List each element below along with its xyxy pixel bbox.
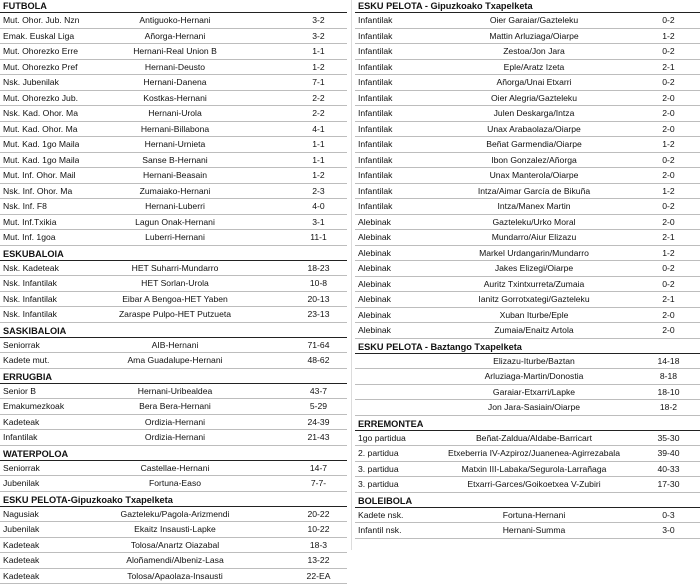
category-cell: 1go partidua [358, 432, 406, 443]
result-row [355, 369, 700, 385]
category-cell: Mut. Kad. Ohor. Ma [3, 123, 78, 134]
score-cell: 23-13 [307, 309, 330, 319]
result-row [355, 246, 700, 262]
section-title: ESKU PELOTA - Gipuzkoako Txapelketa [355, 0, 700, 13]
category-cell: Kadeteak [3, 416, 40, 427]
category-cell: Infantilak [358, 77, 393, 87]
match-cell: Matxin III-Labaka/Segurola-Larrañaga [461, 463, 607, 474]
score-cell: 2-2 [312, 108, 325, 118]
category-cell: Nsk. Inf. Ohor. Ma [3, 185, 73, 196]
match-cell: AIB-Hernani [151, 339, 199, 350]
result-row [0, 75, 347, 91]
score-cell: 2-3 [312, 185, 325, 196]
score-cell: 18-3 [309, 539, 328, 550]
score-cell: 3-2 [312, 15, 325, 25]
result-row [355, 261, 700, 277]
score-cell: 1-1 [312, 139, 325, 149]
section-title: ERREMONTEA [355, 418, 700, 431]
match-cell: Ianitz Gorrotxategi/Gazteleku [478, 294, 590, 304]
result-row [0, 569, 347, 585]
match-cell: Mundarro/Aiur Elizazu [491, 232, 577, 242]
match-cell: HET Sorlan-Urola [141, 278, 209, 288]
category-cell: Infantilak [358, 139, 393, 149]
result-row [355, 446, 700, 462]
score-cell: 10-8 [309, 278, 328, 288]
result-row [0, 430, 347, 446]
match-cell: Unax Manterola/Oiarpe [489, 170, 579, 180]
result-row [355, 60, 700, 76]
result-row [0, 353, 347, 369]
right-results-column [355, 0, 700, 541]
category-cell: Alebinak [358, 247, 391, 258]
match-cell: Markel Urdangarin/Mundarro [479, 247, 589, 258]
section-boleibola [355, 495, 700, 539]
match-cell: Intza/Manex Martin [497, 201, 571, 211]
category-cell: Kadete nsk. [358, 509, 404, 520]
category-cell: Nsk. Infantilak [3, 309, 57, 319]
section-waterpoloa [0, 448, 347, 492]
category-cell: Infantilak [358, 170, 393, 180]
score-cell: 24-39 [307, 416, 330, 427]
section-eskubaloia [0, 248, 347, 323]
score-cell: 4-1 [312, 123, 325, 134]
match-cell: Ordizia-Hernani [144, 432, 206, 442]
match-cell: Hernani-Urnieta [144, 139, 206, 149]
score-cell: 1-1 [312, 46, 325, 56]
score-cell: 2-0 [662, 216, 675, 227]
result-row [355, 184, 700, 200]
category-cell: Infantil nsk. [358, 525, 402, 535]
match-cell: Unax Arabaolaza/Oiarpe [487, 123, 581, 134]
score-cell: 20-22 [307, 508, 330, 519]
section-title: WATERPOLOA [0, 448, 347, 461]
section-saskibaloia [0, 325, 347, 369]
score-cell: 1-2 [662, 185, 675, 196]
score-cell: 5-29 [309, 401, 328, 411]
section-esku-pelota-gipuzkoako-txapelketa [0, 494, 347, 585]
match-cell: Arluziaga-Martin/Donostia [484, 371, 584, 381]
result-row [0, 199, 347, 215]
result-row [0, 215, 347, 231]
score-cell: 0-3 [662, 509, 675, 520]
category-cell: Mut. Ohorezko Pref [3, 61, 78, 72]
match-cell: Ekaitz Insausti-Lapke [134, 524, 216, 534]
match-cell: Jakes Elizegi/Oiarpe [494, 263, 574, 273]
result-row [0, 106, 347, 122]
section-esku-pelota-baztango-txapelketa [355, 341, 700, 416]
score-cell: 22-EA [306, 570, 331, 581]
match-cell: Hernani-Luberri [145, 201, 205, 211]
match-cell: HET Suharri-Mundarro [131, 262, 219, 273]
match-cell: Ama Guadalupe-Hernani [127, 355, 223, 365]
result-row [0, 168, 347, 184]
category-cell: Alebinak [358, 216, 391, 227]
score-cell: 0-2 [662, 263, 675, 273]
score-cell: 3-2 [312, 30, 325, 41]
category-cell: Mut. Ohorezko Jub. [3, 92, 78, 103]
result-row [355, 13, 700, 29]
category-cell: Nsk. Infantilak [3, 293, 57, 304]
result-row [0, 230, 347, 246]
result-row [355, 168, 700, 184]
match-cell: Gazteleku/Urko Moral [492, 216, 576, 227]
category-cell: Seniorrak [3, 462, 40, 473]
result-row [0, 415, 347, 431]
result-row [0, 307, 347, 323]
score-cell: 18-23 [307, 262, 330, 273]
category-cell: 2. partidua [358, 448, 399, 458]
score-cell: 17-30 [657, 479, 680, 489]
category-cell: Alebinak [358, 263, 391, 273]
category-cell: Infantilak [358, 15, 393, 25]
category-cell: Alebinak [358, 232, 391, 242]
score-cell: 3-0 [662, 525, 675, 535]
score-cell: 11-1 [310, 232, 327, 242]
result-row [0, 184, 347, 200]
score-cell: 0-2 [662, 154, 675, 165]
category-cell: Kadeteak [3, 539, 40, 550]
match-cell: Xuban Iturbe/Eple [499, 309, 569, 320]
score-cell: 2-0 [662, 309, 675, 320]
result-row [0, 60, 347, 76]
score-cell: 2-0 [662, 108, 675, 118]
category-cell: Infantilak [358, 108, 393, 118]
category-cell: Kadeteak [3, 555, 40, 565]
match-cell: Luberri-Hernani [145, 232, 205, 242]
result-row [0, 292, 347, 308]
result-row [0, 13, 347, 29]
score-cell: 0-2 [662, 77, 675, 87]
section-title: ERRUGBIA [0, 371, 347, 384]
match-cell: Gazteleku/Pagola-Arizmendi [120, 508, 230, 519]
match-cell: Hernani-Uribealdea [137, 385, 213, 396]
section-futbola [0, 0, 347, 246]
column-divider [351, 0, 352, 550]
section-esku-pelota-gipuzkoako-txapelketa [355, 0, 700, 339]
category-cell: 3. partidua [358, 463, 399, 474]
category-cell: Nsk. Kadeteak [3, 262, 59, 273]
score-cell: 35-30 [657, 432, 680, 443]
score-cell: 1-2 [312, 61, 325, 72]
match-cell: Etxeberria IV-Azpiroz/Juanenea-Agirrezabala [448, 448, 620, 458]
category-cell: Alebinak [358, 309, 391, 320]
score-cell: 7-7- [310, 478, 327, 488]
match-cell: Hernani-Danena [143, 77, 207, 87]
score-cell: 48-62 [307, 355, 330, 365]
category-cell: Infantilak [358, 154, 393, 165]
result-row [355, 106, 700, 122]
match-cell: Aloñamendi/Albeniz-Lasa [126, 555, 224, 565]
match-cell: Eibar A Bengoa-HET Yaben [122, 293, 228, 304]
match-cell: Auritz Txintxurreta/Zumaia [483, 278, 585, 289]
match-cell: Mattin Arluziaga/Oiarpe [489, 30, 579, 41]
section-title: BOLEIBOLA [355, 495, 700, 508]
match-cell: Beñat Garmendia/Oiarpe [486, 139, 582, 149]
score-cell: 13-22 [307, 555, 330, 565]
category-cell: Nsk. Inf. F8 [3, 201, 47, 211]
result-row [355, 400, 700, 416]
result-row [0, 507, 347, 523]
result-row [0, 276, 347, 292]
score-cell: 0-2 [662, 278, 675, 289]
score-cell: 18-10 [657, 386, 680, 397]
section-erremontea [355, 418, 700, 493]
match-cell: Eple/Aratz Izeta [503, 61, 565, 72]
result-row [0, 338, 347, 354]
score-cell: 1-2 [662, 30, 675, 41]
result-row [355, 462, 700, 478]
score-cell: 1-2 [312, 170, 325, 180]
category-cell: 3. partidua [358, 479, 399, 489]
result-row [0, 461, 347, 477]
result-row [355, 230, 700, 246]
category-cell: Jubenilak [3, 524, 40, 534]
match-cell: Añorga-Hernani [144, 30, 206, 41]
match-cell: Intza/Aimar García de Bikuña [477, 185, 591, 196]
match-cell: Antiguoko-Hernani [139, 15, 211, 25]
result-row [0, 399, 347, 415]
result-row [355, 91, 700, 107]
score-cell: 10-22 [307, 524, 330, 534]
score-cell: 0-2 [662, 201, 675, 211]
result-row [355, 75, 700, 91]
category-cell: Infantilak [358, 123, 393, 134]
result-row [0, 384, 347, 400]
result-row [355, 385, 700, 401]
category-cell: Infantilak [358, 46, 393, 56]
result-row [355, 153, 700, 169]
match-cell: Lagun Onak-Hernani [135, 216, 215, 227]
result-row [0, 476, 347, 492]
category-cell: Mut. Ohorezko Erre [3, 46, 78, 56]
category-cell: Mut. Kad. 1go Maila [3, 139, 79, 149]
result-row [0, 44, 347, 60]
score-cell: 1-1 [312, 154, 325, 165]
result-row [355, 477, 700, 493]
category-cell: Alebinak [358, 294, 391, 304]
category-cell: Nagusiak [3, 508, 39, 519]
match-cell: Garaiar-Etxarri/Lapke [492, 386, 576, 397]
score-cell: 20-13 [307, 293, 330, 304]
result-row [0, 122, 347, 138]
category-cell: Infantilak [358, 92, 393, 103]
score-cell: 18-2 [659, 402, 678, 412]
match-cell: Fortuna-Easo [148, 478, 202, 488]
result-row [355, 137, 700, 153]
result-row [0, 29, 347, 45]
score-cell: 1-2 [662, 247, 675, 258]
section-errugbia [0, 371, 347, 446]
result-row [355, 277, 700, 293]
match-cell: Añorga/Unai Etxarri [496, 77, 572, 87]
score-cell: 71-64 [307, 339, 330, 350]
result-row [355, 308, 700, 324]
result-row [355, 292, 700, 308]
score-cell: 0-2 [662, 46, 675, 56]
category-cell: Kadete mut. [3, 355, 50, 365]
category-cell: Nsk. Infantilak [3, 278, 57, 288]
score-cell: 14-18 [657, 355, 680, 366]
score-cell: 2-2 [312, 92, 325, 103]
category-cell: Senior B [3, 385, 36, 396]
category-cell: Jubenilak [3, 478, 40, 488]
section-title: ESKU PELOTA-Gipuzkoako Txapelketa [0, 494, 347, 507]
category-cell: Infantilak [358, 185, 393, 196]
result-row [355, 323, 700, 339]
category-cell: Alebinak [358, 325, 391, 335]
category-cell: Nsk. Kad. Ohor. Ma [3, 108, 78, 118]
category-cell: Seniorrak [3, 339, 40, 350]
category-cell: Mut. Inf. 1goa [3, 232, 56, 242]
score-cell: 39-40 [657, 448, 680, 458]
result-row [0, 153, 347, 169]
score-cell: 3-1 [312, 216, 325, 227]
category-cell: Mut. Ohor. Jub. Nzn [3, 15, 79, 25]
score-cell: 2-1 [662, 232, 675, 242]
score-cell: 2-1 [662, 294, 675, 304]
result-row [355, 44, 700, 60]
category-cell: Nsk. Jubenilak [3, 77, 59, 87]
score-cell: 2-0 [662, 123, 675, 134]
category-cell: Mut. Kad. 1go Maila [3, 154, 79, 165]
result-row [355, 122, 700, 138]
match-cell: Ibon Gonzalez/Añorga [491, 154, 577, 165]
match-cell: Hernani-Real Union B [133, 46, 217, 56]
category-cell: Emakumezkoak [3, 401, 65, 411]
score-cell: 40-33 [657, 463, 680, 474]
result-row [0, 522, 347, 538]
match-cell: Hernani-Billabona [140, 123, 210, 134]
result-row [355, 199, 700, 215]
category-cell: Kadeteak [3, 570, 40, 581]
category-cell: Mut. Inf. Ohor. Mail [3, 170, 76, 180]
category-cell: Infantilak [3, 432, 38, 442]
score-cell: 2-0 [662, 170, 675, 180]
match-cell: Zaraspe Pulpo-HET Putzueta [118, 309, 232, 319]
category-cell: Mut. Inf.Txikia [3, 216, 57, 227]
match-cell: Zestoa/Jon Jara [503, 46, 565, 56]
category-cell: Infantilak [358, 201, 393, 211]
score-cell: 2-1 [662, 61, 675, 72]
result-row [355, 215, 700, 231]
result-row [0, 91, 347, 107]
score-cell: 2-0 [662, 325, 675, 335]
match-cell: Hernani-Deusto [144, 61, 206, 72]
category-cell: Emak. Euskal Liga [3, 30, 75, 41]
result-row [355, 29, 700, 45]
match-cell: Julen Deskarga/Intza [493, 108, 575, 118]
match-cell: Ordizia-Hernani [144, 416, 206, 427]
match-cell: Fortuna-Hernani [502, 509, 566, 520]
match-cell: Beñat-Zaldua/Aldabe-Barricart [475, 432, 593, 443]
match-cell: Elizazu-Iturbe/Baztan [493, 355, 575, 366]
match-cell: Oier Garaiar/Gazteleku [489, 15, 579, 25]
match-cell: Castellae-Hernani [140, 462, 210, 473]
match-cell: Hernani-Beasain [142, 170, 207, 180]
section-title: FUTBOLA [0, 0, 347, 13]
match-cell: Oier Alegria/Gazteleku [491, 92, 577, 103]
match-cell: Tolosa/Anartz Oiazabal [130, 539, 220, 550]
result-row [0, 137, 347, 153]
match-cell: Kostkas-Hernani [143, 92, 207, 103]
category-cell: Alebinak [358, 278, 391, 289]
match-cell: Jon Jara-Sasiain/Oiarpe [487, 402, 581, 412]
result-row [355, 431, 700, 447]
result-row [355, 354, 700, 370]
result-row [355, 508, 700, 524]
match-cell: Hernani-Summa [502, 525, 566, 535]
section-title: ESKUBALOIA [0, 248, 347, 261]
score-cell: 2-0 [662, 92, 675, 103]
section-title: ESKU PELOTA - Baztango Txapelketa [355, 341, 700, 354]
match-cell: Zumaiako-Hernani [139, 185, 211, 196]
score-cell: 7-1 [312, 77, 325, 87]
left-results-column [0, 0, 347, 586]
match-cell: Hernani-Urola [148, 108, 202, 118]
match-cell: Etxarri-Garces/Goikoetxea V-Zubiri [467, 479, 601, 489]
result-row [0, 553, 347, 569]
match-cell: Bera Bera-Hernani [139, 401, 211, 411]
score-cell: 1-2 [662, 139, 675, 149]
category-cell: Infantilak [358, 61, 393, 72]
score-cell: 8-18 [659, 371, 678, 381]
result-row [355, 523, 700, 539]
score-cell: 43-7 [309, 385, 328, 396]
result-row [0, 261, 347, 277]
match-cell: Zumaia/Enaitz Artola [494, 325, 574, 335]
score-cell: 4-0 [312, 201, 325, 211]
score-cell: 21-43 [307, 432, 330, 442]
section-title: SASKIBALOIA [0, 325, 347, 338]
score-cell: 14-7 [309, 462, 328, 473]
match-cell: Tolosa/Apaolaza-Insausti [127, 570, 223, 581]
result-row [0, 538, 347, 554]
match-cell: Sanse B-Hernani [142, 154, 208, 165]
score-cell: 0-2 [662, 15, 675, 25]
category-cell: Infantilak [358, 30, 393, 41]
